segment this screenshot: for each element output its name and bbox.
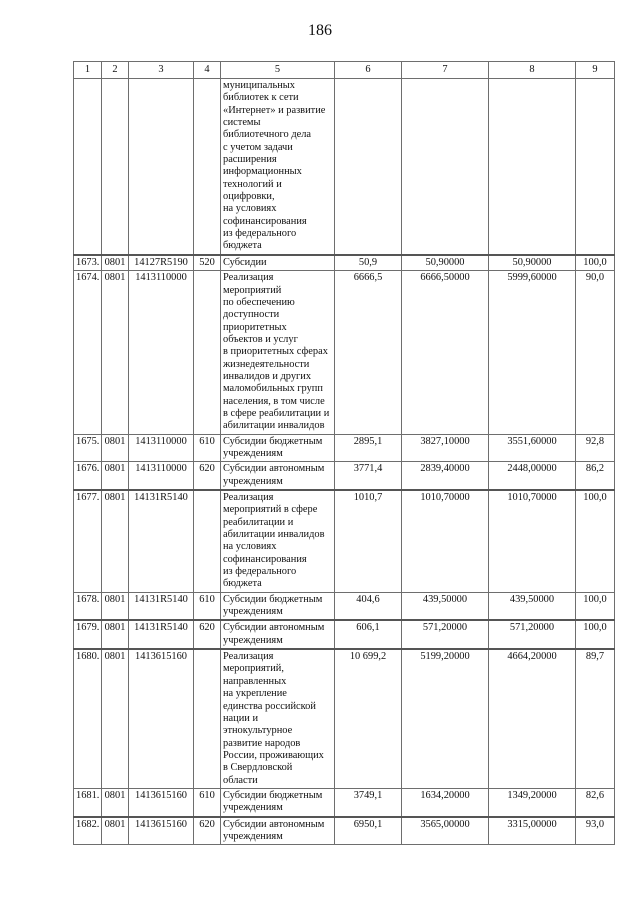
- expense-type-cell: [194, 490, 221, 592]
- row-number-cell: 1673.: [74, 255, 102, 271]
- execution-percent-cell: 86,2: [576, 462, 615, 490]
- section-code-cell: 0801: [102, 255, 129, 271]
- item-name-cell: Субсидии бюджетным учреждениям: [221, 434, 335, 462]
- row-number-cell: 1674.: [74, 271, 102, 434]
- amount-planned-cell: 6950,1: [335, 817, 402, 845]
- target-article-cell: [129, 79, 194, 255]
- table-row: [74, 255, 615, 271]
- budget-table: [73, 61, 615, 845]
- amount-executed-cell: 439,50000: [489, 592, 576, 620]
- column-header: 8: [489, 62, 576, 79]
- row-number-cell: 1680.: [74, 649, 102, 788]
- column-header: 1: [74, 62, 102, 79]
- row-number-cell: 1681.: [74, 788, 102, 816]
- execution-percent-cell: 100,0: [576, 592, 615, 620]
- table-row: [74, 817, 615, 845]
- amount-adjusted-cell: 439,50000: [402, 592, 489, 620]
- section-code-cell: 0801: [102, 592, 129, 620]
- target-article-cell: 1413110000: [129, 271, 194, 434]
- target-article-cell: 14131R5140: [129, 490, 194, 592]
- section-code-cell: 0801: [102, 817, 129, 845]
- row-number-cell: [74, 79, 102, 255]
- section-code-cell: 0801: [102, 490, 129, 592]
- section-code-cell: 0801: [102, 649, 129, 788]
- row-number-cell: 1678.: [74, 592, 102, 620]
- amount-planned-cell: [335, 79, 402, 255]
- item-name-cell: Реализация мероприятий, направленных на укрепление единства российской нации и этнокультурное развитие народов России, проживающих в Свердловской области: [221, 649, 335, 788]
- table-row: [74, 434, 615, 462]
- amount-planned-cell: 2895,1: [335, 434, 402, 462]
- row-number-cell: 1676.: [74, 462, 102, 490]
- item-name-cell: Субсидии автономным учреждениям: [221, 620, 335, 649]
- table-row: [74, 462, 615, 490]
- execution-percent-cell: 100,0: [576, 620, 615, 649]
- item-name-cell: Реализация мероприятий по обеспечению доступности приоритетных объектов и услуг в приоритетных сферах жизнедеятельности инвалидов и других маломобильных групп населения, в том числе в сфере реабилитации и абилитации инвалидов: [221, 271, 335, 434]
- target-article-cell: 14131R5140: [129, 592, 194, 620]
- amount-adjusted-cell: 571,20000: [402, 620, 489, 649]
- item-name-cell: Реализация мероприятий в сфере реабилитации и абилитации инвалидов на условиях софинансирования из федерального бюджета: [221, 490, 335, 592]
- table-row: [74, 788, 615, 816]
- column-header: 9: [576, 62, 615, 79]
- expense-type-cell: 620: [194, 620, 221, 649]
- execution-percent-cell: 92,8: [576, 434, 615, 462]
- amount-planned-cell: 1010,7: [335, 490, 402, 592]
- execution-percent-cell: 100,0: [576, 490, 615, 592]
- amount-executed-cell: 3551,60000: [489, 434, 576, 462]
- section-code-cell: 0801: [102, 788, 129, 816]
- amount-planned-cell: 3749,1: [335, 788, 402, 816]
- section-code-cell: 0801: [102, 271, 129, 434]
- amount-adjusted-cell: 1634,20000: [402, 788, 489, 816]
- amount-executed-cell: 5999,60000: [489, 271, 576, 434]
- amount-executed-cell: 571,20000: [489, 620, 576, 649]
- row-number-cell: 1677.: [74, 490, 102, 592]
- target-article-cell: 14131R5140: [129, 620, 194, 649]
- execution-percent-cell: 89,7: [576, 649, 615, 788]
- amount-adjusted-cell: 3827,10000: [402, 434, 489, 462]
- section-code-cell: 0801: [102, 434, 129, 462]
- amount-planned-cell: 606,1: [335, 620, 402, 649]
- amount-adjusted-cell: 6666,50000: [402, 271, 489, 434]
- target-article-cell: 1413110000: [129, 434, 194, 462]
- column-header: 2: [102, 62, 129, 79]
- target-article-cell: 1413615160: [129, 649, 194, 788]
- item-name-cell: Субсидии: [221, 255, 335, 271]
- amount-adjusted-cell: 3565,00000: [402, 817, 489, 845]
- section-code-cell: 0801: [102, 462, 129, 490]
- amount-executed-cell: 1349,20000: [489, 788, 576, 816]
- amount-planned-cell: 404,6: [335, 592, 402, 620]
- target-article-cell: 14127R5190: [129, 255, 194, 271]
- table-row: [74, 592, 615, 620]
- amount-planned-cell: 10 699,2: [335, 649, 402, 788]
- amount-planned-cell: 6666,5: [335, 271, 402, 434]
- table-row: [74, 649, 615, 788]
- execution-percent-cell: [576, 79, 615, 255]
- item-name-cell: Субсидии автономным учреждениям: [221, 817, 335, 845]
- expense-type-cell: 620: [194, 462, 221, 490]
- page-number: 186: [308, 22, 332, 39]
- execution-percent-cell: 93,0: [576, 817, 615, 845]
- item-name-cell: Субсидии бюджетным учреждениям: [221, 788, 335, 816]
- expense-type-cell: [194, 649, 221, 788]
- amount-adjusted-cell: 1010,70000: [402, 490, 489, 592]
- table-row: [74, 490, 615, 592]
- target-article-cell: 1413615160: [129, 817, 194, 845]
- section-code-cell: 0801: [102, 620, 129, 649]
- amount-adjusted-cell: 50,90000: [402, 255, 489, 271]
- amount-planned-cell: 3771,4: [335, 462, 402, 490]
- amount-executed-cell: 2448,00000: [489, 462, 576, 490]
- row-number-cell: 1679.: [74, 620, 102, 649]
- item-name-cell: Субсидии бюджетным учреждениям: [221, 592, 335, 620]
- amount-adjusted-cell: 5199,20000: [402, 649, 489, 788]
- expense-type-cell: 610: [194, 592, 221, 620]
- execution-percent-cell: 90,0: [576, 271, 615, 434]
- expense-type-cell: [194, 79, 221, 255]
- target-article-cell: 1413110000: [129, 462, 194, 490]
- amount-executed-cell: 4664,20000: [489, 649, 576, 788]
- amount-planned-cell: 50,9: [335, 255, 402, 271]
- column-header: 5: [221, 62, 335, 79]
- section-code-cell: [102, 79, 129, 255]
- execution-percent-cell: 82,6: [576, 788, 615, 816]
- expense-type-cell: [194, 271, 221, 434]
- expense-type-cell: 610: [194, 788, 221, 816]
- expense-type-cell: 520: [194, 255, 221, 271]
- amount-adjusted-cell: 2839,40000: [402, 462, 489, 490]
- table-row: [74, 79, 615, 255]
- column-header: 4: [194, 62, 221, 79]
- expense-type-cell: 610: [194, 434, 221, 462]
- expense-type-cell: 620: [194, 817, 221, 845]
- amount-adjusted-cell: [402, 79, 489, 255]
- amount-executed-cell: 50,90000: [489, 255, 576, 271]
- amount-executed-cell: 1010,70000: [489, 490, 576, 592]
- column-header: 3: [129, 62, 194, 79]
- item-name-cell: Субсидии автономным учреждениям: [221, 462, 335, 490]
- column-header: 6: [335, 62, 402, 79]
- amount-executed-cell: 3315,00000: [489, 817, 576, 845]
- item-name-cell: муниципальных библиотек к сети «Интернет» и развитие системы библиотечного дела с учетом задачи расширения информационных технологий и оцифровки, на условиях софинансирования из федерального бюджета: [221, 79, 335, 255]
- row-number-cell: 1675.: [74, 434, 102, 462]
- target-article-cell: 1413615160: [129, 788, 194, 816]
- amount-executed-cell: [489, 79, 576, 255]
- table-row: [74, 620, 615, 649]
- row-number-cell: 1682.: [74, 817, 102, 845]
- table-header-row: [74, 62, 615, 79]
- table-row: [74, 271, 615, 434]
- execution-percent-cell: 100,0: [576, 255, 615, 271]
- column-header: 7: [402, 62, 489, 79]
